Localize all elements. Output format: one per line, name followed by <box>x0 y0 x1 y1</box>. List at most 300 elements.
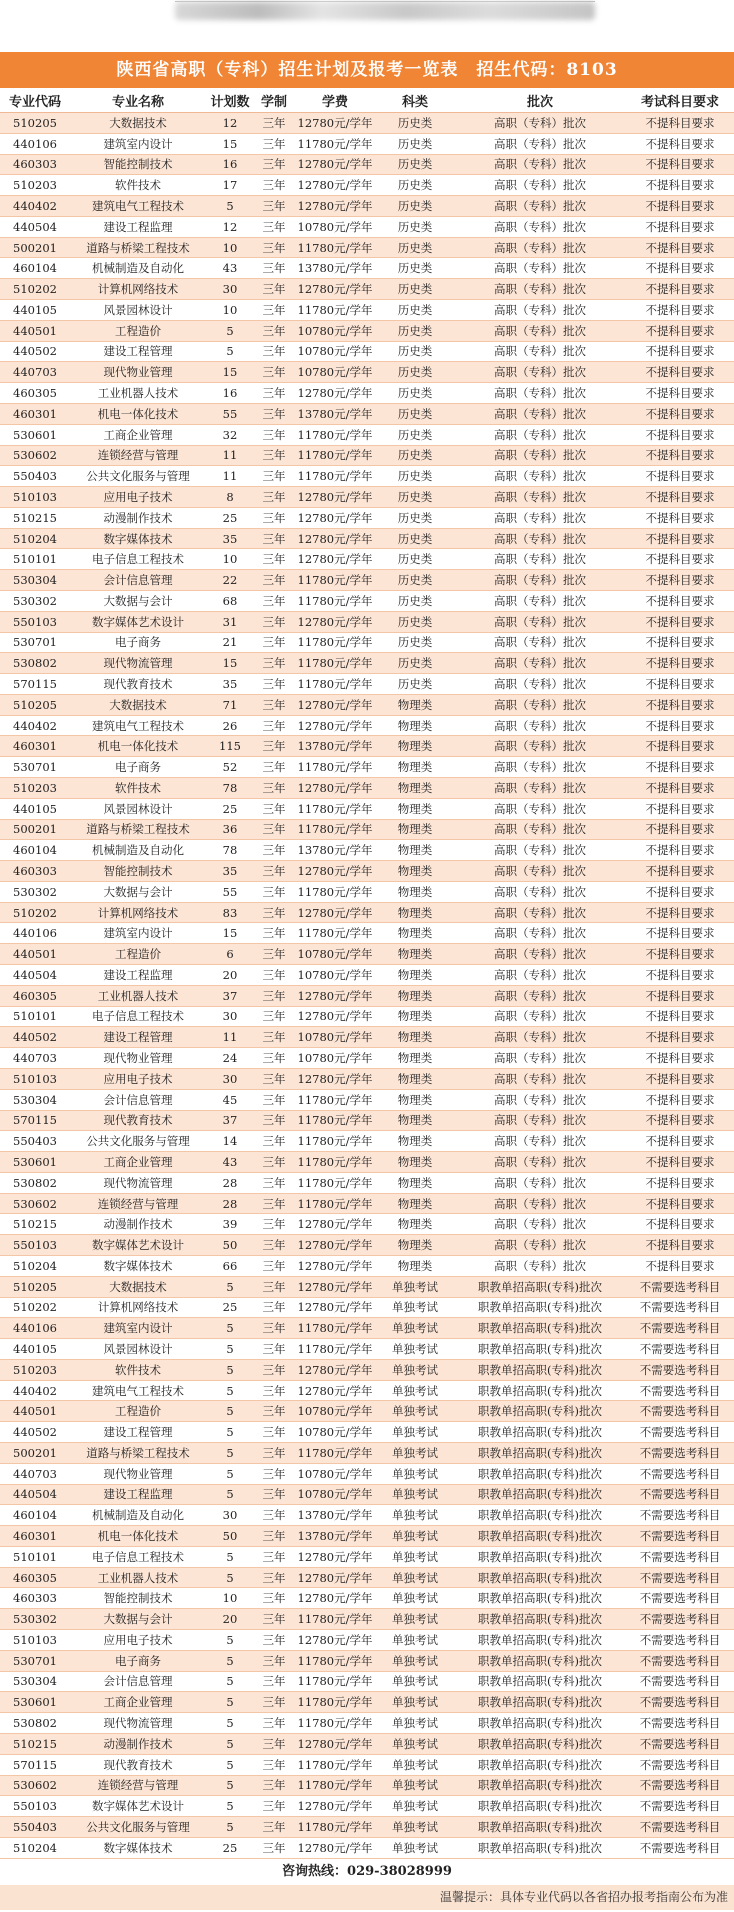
plan-count-cell: 25 <box>206 507 254 528</box>
category-cell: 单独考试 <box>376 1484 454 1505</box>
batch-cell: 职教单招高职(专科)批次 <box>454 1630 626 1651</box>
major-name-cell: 数字媒体艺术设计 <box>70 611 206 632</box>
tuition-cell: 11780元/学年 <box>294 1650 376 1671</box>
table-row <box>0 1318 734 1339</box>
plan-count-cell: 5 <box>206 1318 254 1339</box>
tuition-cell: 13780元/学年 <box>294 258 376 279</box>
plan-count-cell: 30 <box>206 1006 254 1027</box>
plan-count-cell: 35 <box>206 861 254 882</box>
category-cell: 历史类 <box>376 196 454 217</box>
major-name-cell: 建设工程管理 <box>70 341 206 362</box>
subject-requirement-cell: 不提科目要求 <box>626 196 734 217</box>
batch-cell: 职教单招高职(专科)批次 <box>454 1796 626 1817</box>
table-row <box>0 1546 734 1567</box>
table-row <box>0 1817 734 1838</box>
major-name-cell: 应用电子技术 <box>70 1630 206 1651</box>
table-row <box>0 1775 734 1796</box>
code-cell: 460303 <box>0 861 70 882</box>
table-row <box>0 1401 734 1422</box>
table-row <box>0 819 734 840</box>
table-row <box>0 1172 734 1193</box>
major-name-cell: 智能控制技术 <box>70 154 206 175</box>
duration-cell: 三年 <box>254 113 294 134</box>
batch-cell: 高职（专科）批次 <box>454 1131 626 1152</box>
subject-requirement-cell: 不需要选考科目 <box>626 1671 734 1692</box>
category-cell: 单独考试 <box>376 1837 454 1858</box>
code-cell: 530302 <box>0 1609 70 1630</box>
category-cell: 物理类 <box>376 1048 454 1069</box>
major-name-cell: 现代教育技术 <box>70 1754 206 1775</box>
tuition-cell: 12780元/学年 <box>294 549 376 570</box>
plan-count-cell: 43 <box>206 1152 254 1173</box>
code-cell: 530701 <box>0 632 70 653</box>
plan-count-cell: 66 <box>206 1255 254 1276</box>
code-cell: 550403 <box>0 466 70 487</box>
subject-requirement-cell: 不需要选考科目 <box>626 1546 734 1567</box>
code-cell: 510204 <box>0 528 70 549</box>
major-name-cell: 电子商务 <box>70 1650 206 1671</box>
major-name-cell: 建筑室内设计 <box>70 923 206 944</box>
duration-cell: 三年 <box>254 1255 294 1276</box>
category-cell: 单独考试 <box>376 1443 454 1464</box>
plan-count-cell: 12 <box>206 216 254 237</box>
major-name-cell: 连锁经营与管理 <box>70 445 206 466</box>
table-row <box>0 1276 734 1297</box>
duration-cell: 三年 <box>254 320 294 341</box>
subject-requirement-cell: 不需要选考科目 <box>626 1339 734 1360</box>
subject-requirement-cell: 不需要选考科目 <box>626 1588 734 1609</box>
plan-count-cell: 45 <box>206 1089 254 1110</box>
plan-count-cell: 16 <box>206 154 254 175</box>
tuition-cell: 11780元/学年 <box>294 881 376 902</box>
table-row <box>0 1630 734 1651</box>
major-name-cell: 道路与桥梁工程技术 <box>70 1443 206 1464</box>
code-cell: 460301 <box>0 1526 70 1547</box>
category-cell: 物理类 <box>376 798 454 819</box>
subject-requirement-cell: 不需要选考科目 <box>626 1526 734 1547</box>
code-cell: 510215 <box>0 507 70 528</box>
table-row <box>0 507 734 528</box>
category-cell: 历史类 <box>376 570 454 591</box>
major-name-cell: 工程造价 <box>70 320 206 341</box>
table-row <box>0 1463 734 1484</box>
batch-cell: 高职（专科）批次 <box>454 694 626 715</box>
subject-requirement-cell: 不提科目要求 <box>626 840 734 861</box>
tuition-cell: 11780元/学年 <box>294 1443 376 1464</box>
duration-cell: 三年 <box>254 1214 294 1235</box>
category-cell: 历史类 <box>376 341 454 362</box>
major-name-cell: 风景园林设计 <box>70 798 206 819</box>
subject-requirement-cell: 不提科目要求 <box>626 798 734 819</box>
duration-cell: 三年 <box>254 653 294 674</box>
major-name-cell: 大数据技术 <box>70 113 206 134</box>
tuition-cell: 12780元/学年 <box>294 113 376 134</box>
duration-cell: 三年 <box>254 1443 294 1464</box>
code-cell: 500201 <box>0 819 70 840</box>
batch-cell: 职教单招高职(专科)批次 <box>454 1733 626 1754</box>
major-name-cell: 大数据与会计 <box>70 1609 206 1630</box>
batch-cell: 高职（专科）批次 <box>454 1152 626 1173</box>
subject-requirement-cell: 不提科目要求 <box>626 403 734 424</box>
category-cell: 单独考试 <box>376 1401 454 1422</box>
plan-count-cell: 31 <box>206 611 254 632</box>
subject-requirement-cell: 不提科目要求 <box>626 1193 734 1214</box>
code-cell: 530304 <box>0 1089 70 1110</box>
category-cell: 物理类 <box>376 715 454 736</box>
batch-cell: 高职（专科）批次 <box>454 403 626 424</box>
category-cell: 历史类 <box>376 258 454 279</box>
batch-cell: 高职（专科）批次 <box>454 383 626 404</box>
plan-count-cell: 24 <box>206 1048 254 1069</box>
subject-requirement-cell: 不提科目要求 <box>626 881 734 902</box>
subject-requirement-cell: 不提科目要求 <box>626 154 734 175</box>
table-row <box>0 1297 734 1318</box>
code-cell: 530302 <box>0 881 70 902</box>
plan-count-cell: 35 <box>206 528 254 549</box>
batch-cell: 职教单招高职(专科)批次 <box>454 1339 626 1360</box>
major-name-cell: 大数据与会计 <box>70 590 206 611</box>
subject-requirement-cell: 不需要选考科目 <box>626 1318 734 1339</box>
plan-count-cell: 50 <box>206 1526 254 1547</box>
tuition-cell: 12780元/学年 <box>294 1255 376 1276</box>
major-name-cell: 电子信息工程技术 <box>70 1546 206 1567</box>
batch-cell: 高职（专科）批次 <box>454 590 626 611</box>
duration-cell: 三年 <box>254 757 294 778</box>
plan-count-cell: 5 <box>206 1463 254 1484</box>
batch-cell: 高职（专科）批次 <box>454 507 626 528</box>
subject-requirement-cell: 不提科目要求 <box>626 507 734 528</box>
plan-count-cell: 25 <box>206 798 254 819</box>
batch-cell: 职教单招高职(专科)批次 <box>454 1297 626 1318</box>
batch-cell: 职教单招高职(专科)批次 <box>454 1276 626 1297</box>
tuition-cell: 11780元/学年 <box>294 466 376 487</box>
plan-count-cell: 5 <box>206 1567 254 1588</box>
duration-cell: 三年 <box>254 1817 294 1838</box>
code-cell: 530602 <box>0 1775 70 1796</box>
category-cell: 历史类 <box>376 653 454 674</box>
major-name-cell: 电子商务 <box>70 632 206 653</box>
subject-requirement-cell: 不提科目要求 <box>626 133 734 154</box>
category-cell: 单独考试 <box>376 1588 454 1609</box>
batch-cell: 职教单招高职(专科)批次 <box>454 1318 626 1339</box>
batch-cell: 职教单招高职(专科)批次 <box>454 1609 626 1630</box>
table-row <box>0 341 734 362</box>
code-cell: 500201 <box>0 1443 70 1464</box>
plan-count-cell: 68 <box>206 590 254 611</box>
duration-cell: 三年 <box>254 403 294 424</box>
table-row <box>0 1733 734 1754</box>
plan-count-cell: 25 <box>206 1297 254 1318</box>
major-name-cell: 公共文化服务与管理 <box>70 466 206 487</box>
subject-requirement-cell: 不需要选考科目 <box>626 1443 734 1464</box>
plan-count-cell: 5 <box>206 341 254 362</box>
duration-cell: 三年 <box>254 694 294 715</box>
batch-cell: 高职（专科）批次 <box>454 1006 626 1027</box>
table-row <box>0 881 734 902</box>
tuition-cell: 12780元/学年 <box>294 1297 376 1318</box>
batch-cell: 高职（专科）批次 <box>454 944 626 965</box>
major-name-cell: 大数据技术 <box>70 1276 206 1297</box>
tuition-cell: 12780元/学年 <box>294 1546 376 1567</box>
table-row <box>0 1068 734 1089</box>
subject-requirement-cell: 不提科目要求 <box>626 341 734 362</box>
major-name-cell: 建筑电气工程技术 <box>70 1380 206 1401</box>
category-cell: 历史类 <box>376 300 454 321</box>
subject-requirement-cell: 不提科目要求 <box>626 736 734 757</box>
batch-cell: 职教单招高职(专科)批次 <box>454 1650 626 1671</box>
major-name-cell: 计算机网络技术 <box>70 1297 206 1318</box>
table-row <box>0 715 734 736</box>
batch-cell: 高职（专科）批次 <box>454 632 626 653</box>
duration-cell: 三年 <box>254 341 294 362</box>
plan-count-cell: 15 <box>206 653 254 674</box>
category-cell: 单独考试 <box>376 1567 454 1588</box>
batch-cell: 高职（专科）批次 <box>454 923 626 944</box>
major-name-cell: 数字媒体技术 <box>70 1255 206 1276</box>
code-cell: 500201 <box>0 237 70 258</box>
subject-requirement-cell: 不提科目要求 <box>626 611 734 632</box>
major-name-cell: 软件技术 <box>70 175 206 196</box>
duration-cell: 三年 <box>254 611 294 632</box>
code-cell: 440105 <box>0 798 70 819</box>
table-row <box>0 362 734 383</box>
code-cell: 510101 <box>0 1006 70 1027</box>
duration-cell: 三年 <box>254 985 294 1006</box>
duration-cell: 三年 <box>254 1775 294 1796</box>
duration-cell: 三年 <box>254 279 294 300</box>
batch-cell: 高职（专科）批次 <box>454 1068 626 1089</box>
plan-count-cell: 5 <box>206 1276 254 1297</box>
major-name-cell: 机械制造及自动化 <box>70 258 206 279</box>
batch-cell: 高职（专科）批次 <box>454 1172 626 1193</box>
major-name-cell: 动漫制作技术 <box>70 507 206 528</box>
tuition-cell: 12780元/学年 <box>294 175 376 196</box>
category-cell: 物理类 <box>376 944 454 965</box>
batch-cell: 高职（专科）批次 <box>454 778 626 799</box>
table-row <box>0 1027 734 1048</box>
plan-count-cell: 5 <box>206 1359 254 1380</box>
batch-cell: 职教单招高职(专科)批次 <box>454 1359 626 1380</box>
plan-count-cell: 5 <box>206 1380 254 1401</box>
subject-requirement-cell: 不提科目要求 <box>626 694 734 715</box>
table-row <box>0 1796 734 1817</box>
duration-cell: 三年 <box>254 237 294 258</box>
batch-cell: 职教单招高职(专科)批次 <box>454 1775 626 1796</box>
plan-count-cell: 10 <box>206 237 254 258</box>
plan-count-cell: 5 <box>206 1796 254 1817</box>
plan-count-cell: 25 <box>206 1837 254 1858</box>
batch-cell: 职教单招高职(专科)批次 <box>454 1692 626 1713</box>
duration-cell: 三年 <box>254 1027 294 1048</box>
table-row <box>0 445 734 466</box>
batch-cell: 高职（专科）批次 <box>454 1235 626 1256</box>
duration-cell: 三年 <box>254 175 294 196</box>
category-cell: 单独考试 <box>376 1650 454 1671</box>
subject-requirement-cell: 不需要选考科目 <box>626 1796 734 1817</box>
code-cell: 440502 <box>0 341 70 362</box>
batch-cell: 高职（专科）批次 <box>454 881 626 902</box>
subject-requirement-cell: 不提科目要求 <box>626 258 734 279</box>
duration-cell: 三年 <box>254 1089 294 1110</box>
major-name-cell: 现代物流管理 <box>70 653 206 674</box>
duration-cell: 三年 <box>254 881 294 902</box>
code-cell: 570115 <box>0 1110 70 1131</box>
table-row <box>0 279 734 300</box>
category-cell: 历史类 <box>376 237 454 258</box>
major-name-cell: 机电一体化技术 <box>70 1526 206 1547</box>
table-row <box>0 383 734 404</box>
major-name-cell: 风景园林设计 <box>70 300 206 321</box>
tuition-cell: 12780元/学年 <box>294 1006 376 1027</box>
category-cell: 物理类 <box>376 881 454 902</box>
table-row <box>0 736 734 757</box>
subject-requirement-cell: 不需要选考科目 <box>626 1422 734 1443</box>
plan-count-cell: 11 <box>206 466 254 487</box>
duration-cell: 三年 <box>254 1359 294 1380</box>
batch-cell: 高职（专科）批次 <box>454 840 626 861</box>
code-cell: 510202 <box>0 1297 70 1318</box>
subject-requirement-cell: 不需要选考科目 <box>626 1297 734 1318</box>
category-cell: 物理类 <box>376 1006 454 1027</box>
tuition-cell: 11780元/学年 <box>294 1692 376 1713</box>
code-cell: 510203 <box>0 1359 70 1380</box>
plan-count-cell: 12 <box>206 113 254 134</box>
major-name-cell: 建筑室内设计 <box>70 1318 206 1339</box>
batch-cell: 职教单招高职(专科)批次 <box>454 1422 626 1443</box>
batch-cell: 高职（专科）批次 <box>454 819 626 840</box>
category-cell: 历史类 <box>376 674 454 695</box>
major-name-cell: 建设工程监理 <box>70 965 206 986</box>
subject-requirement-cell: 不提科目要求 <box>626 778 734 799</box>
tuition-cell: 11780元/学年 <box>294 1089 376 1110</box>
plan-count-cell: 5 <box>206 1692 254 1713</box>
code-cell: 440501 <box>0 320 70 341</box>
category-cell: 单独考试 <box>376 1754 454 1775</box>
subject-requirement-cell: 不提科目要求 <box>626 1235 734 1256</box>
table-row <box>0 466 734 487</box>
plan-count-cell: 5 <box>206 1422 254 1443</box>
plan-count-cell: 52 <box>206 757 254 778</box>
batch-cell: 高职（专科）批次 <box>454 965 626 986</box>
duration-cell: 三年 <box>254 1006 294 1027</box>
plan-count-cell: 5 <box>206 1733 254 1754</box>
batch-cell: 高职（专科）批次 <box>454 549 626 570</box>
major-name-cell: 公共文化服务与管理 <box>70 1817 206 1838</box>
batch-cell: 高职（专科）批次 <box>454 258 626 279</box>
code-cell: 440703 <box>0 362 70 383</box>
table-row <box>0 840 734 861</box>
plan-count-cell: 21 <box>206 632 254 653</box>
tuition-cell: 12780元/学年 <box>294 528 376 549</box>
tuition-cell: 12780元/学年 <box>294 1796 376 1817</box>
code-cell: 460104 <box>0 258 70 279</box>
table-row <box>0 1131 734 1152</box>
major-name-cell: 软件技术 <box>70 1359 206 1380</box>
tuition-cell: 11780元/学年 <box>294 1339 376 1360</box>
batch-cell: 职教单招高职(专科)批次 <box>454 1754 626 1775</box>
tuition-cell: 10780元/学年 <box>294 1484 376 1505</box>
column-header: 学制 <box>254 88 294 113</box>
table-row <box>0 944 734 965</box>
table-row <box>0 570 734 591</box>
category-cell: 历史类 <box>376 175 454 196</box>
table-row <box>0 1006 734 1027</box>
duration-cell: 三年 <box>254 1546 294 1567</box>
duration-cell: 三年 <box>254 1380 294 1401</box>
duration-cell: 三年 <box>254 258 294 279</box>
major-name-cell: 现代教育技术 <box>70 674 206 695</box>
major-name-cell: 道路与桥梁工程技术 <box>70 237 206 258</box>
subject-requirement-cell: 不提科目要求 <box>626 570 734 591</box>
code-cell: 460301 <box>0 403 70 424</box>
category-cell: 单独考试 <box>376 1775 454 1796</box>
subject-requirement-cell: 不提科目要求 <box>626 1255 734 1276</box>
code-cell: 460104 <box>0 1505 70 1526</box>
table-row <box>0 320 734 341</box>
duration-cell: 三年 <box>254 1837 294 1858</box>
duration-cell: 三年 <box>254 570 294 591</box>
category-cell: 历史类 <box>376 528 454 549</box>
tuition-cell: 11780元/学年 <box>294 757 376 778</box>
code-cell: 440504 <box>0 965 70 986</box>
tuition-cell: 11780元/学年 <box>294 445 376 466</box>
batch-cell: 职教单招高职(专科)批次 <box>454 1837 626 1858</box>
subject-requirement-cell: 不提科目要求 <box>626 216 734 237</box>
duration-cell: 三年 <box>254 674 294 695</box>
page-title: 陕西省高职（专科）招生计划及报考一览表 招生代码：8103 <box>0 52 734 88</box>
column-header: 批次 <box>454 88 626 113</box>
duration-cell: 三年 <box>254 1401 294 1422</box>
column-header: 学费 <box>294 88 376 113</box>
tuition-cell: 10780元/学年 <box>294 1463 376 1484</box>
code-cell: 550103 <box>0 611 70 632</box>
duration-cell: 三年 <box>254 1172 294 1193</box>
category-cell: 历史类 <box>376 320 454 341</box>
plan-count-cell: 35 <box>206 674 254 695</box>
major-name-cell: 现代教育技术 <box>70 1110 206 1131</box>
batch-cell: 职教单招高职(专科)批次 <box>454 1546 626 1567</box>
plan-count-cell: 16 <box>206 383 254 404</box>
batch-cell: 职教单招高职(专科)批次 <box>454 1526 626 1547</box>
code-cell: 510103 <box>0 487 70 508</box>
subject-requirement-cell: 不需要选考科目 <box>626 1733 734 1754</box>
code-cell: 440502 <box>0 1027 70 1048</box>
subject-requirement-cell: 不提科目要求 <box>626 549 734 570</box>
batch-cell: 高职（专科）批次 <box>454 133 626 154</box>
table-row <box>0 1255 734 1276</box>
subject-requirement-cell: 不提科目要求 <box>626 279 734 300</box>
batch-cell: 职教单招高职(专科)批次 <box>454 1505 626 1526</box>
code-cell: 510205 <box>0 1276 70 1297</box>
tuition-cell: 13780元/学年 <box>294 840 376 861</box>
tuition-cell: 11780元/学年 <box>294 237 376 258</box>
tuition-cell: 12780元/学年 <box>294 1837 376 1858</box>
subject-requirement-cell: 不提科目要求 <box>626 424 734 445</box>
major-name-cell: 工业机器人技术 <box>70 1567 206 1588</box>
code-cell: 530601 <box>0 424 70 445</box>
duration-cell: 三年 <box>254 300 294 321</box>
category-cell: 物理类 <box>376 965 454 986</box>
batch-cell: 高职（专科）批次 <box>454 757 626 778</box>
major-name-cell: 建设工程管理 <box>70 1027 206 1048</box>
plan-count-cell: 5 <box>206 320 254 341</box>
tuition-cell: 12780元/学年 <box>294 1068 376 1089</box>
category-cell: 物理类 <box>376 1110 454 1131</box>
plan-count-cell: 55 <box>206 881 254 902</box>
subject-requirement-cell: 不提科目要求 <box>626 113 734 134</box>
duration-cell: 三年 <box>254 424 294 445</box>
major-name-cell: 软件技术 <box>70 778 206 799</box>
